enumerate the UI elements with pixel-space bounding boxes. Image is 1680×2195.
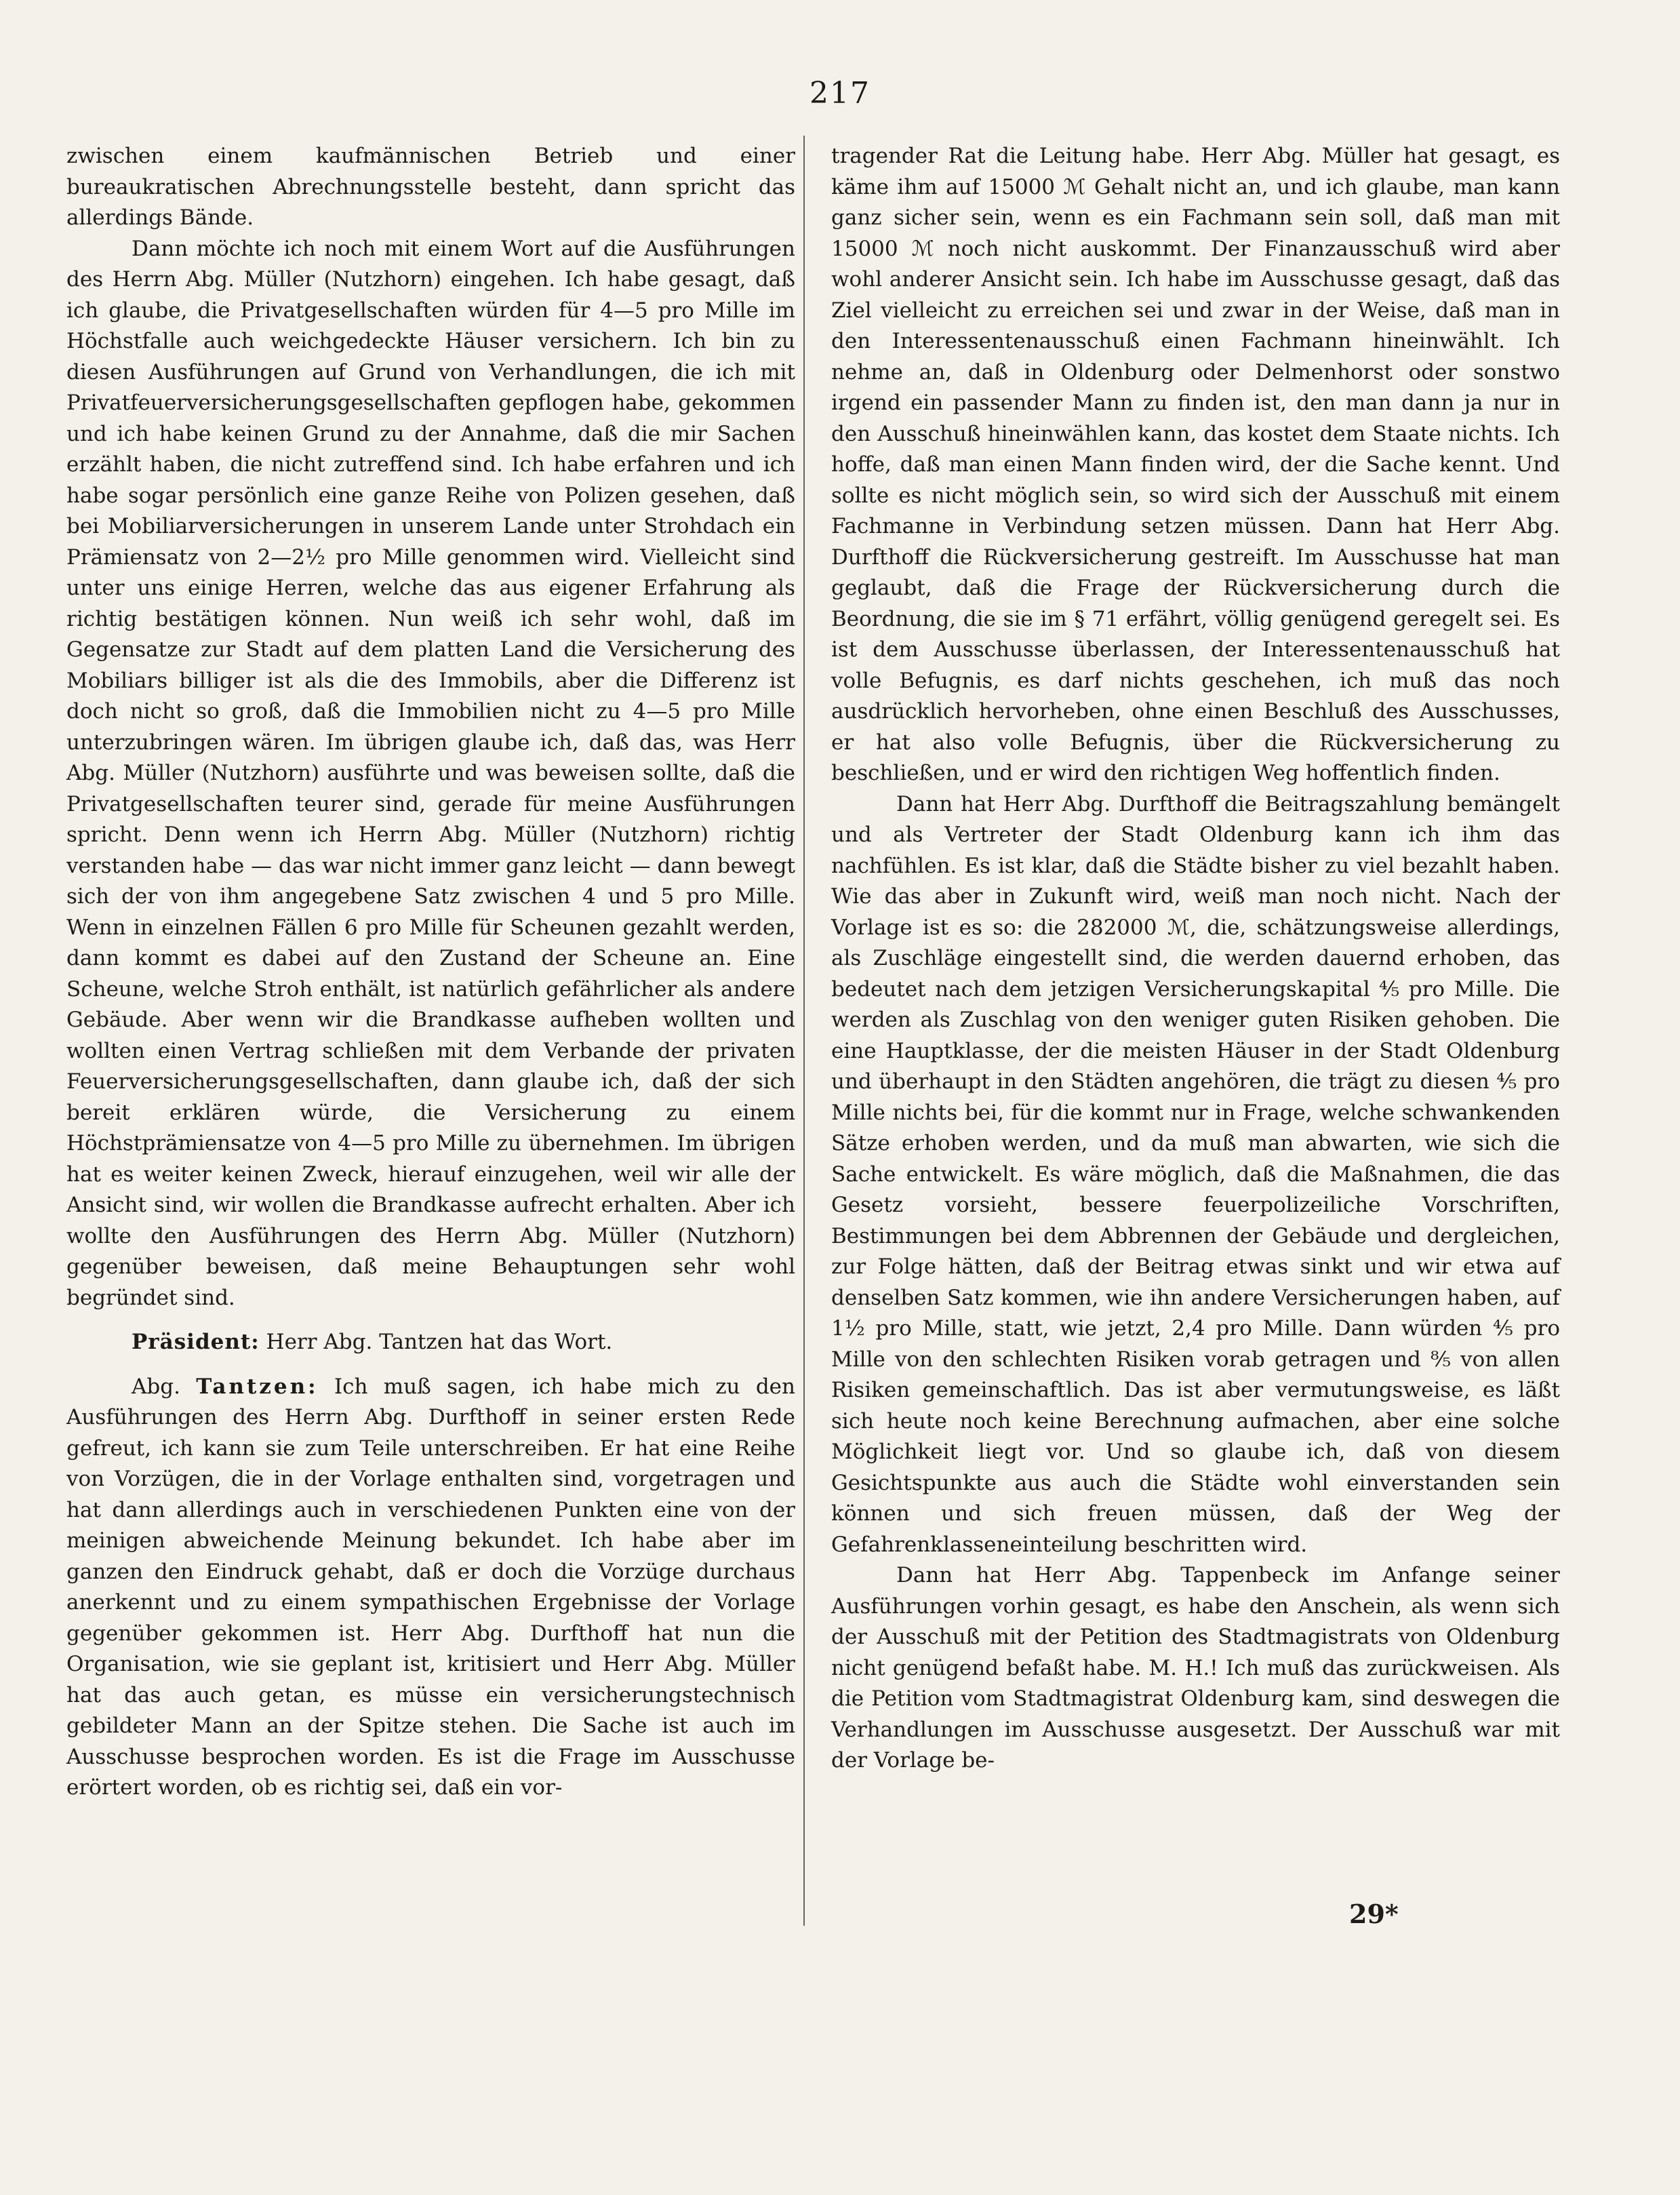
page-number: 217 [809,76,871,111]
paragraph: zwischen einem kaufmännischen Betrieb und einer bureaukratischen Abrechnungsstelle besteht, dann spricht das allerdings Bände. [66,144,795,230]
speaker-label: Tantzen: [196,1374,319,1399]
paragraph: Dann hat Herr Abg. Tappenbeck im Anfange seiner Ausführungen vorhin gesagt, es habe den Anschein, als wenn sich der Ausschuß mit der Petition des Stadtmagistrats von Oldenburg nicht genügend befaßt habe. M. H.! Ich muß das zurückweisen. Als die Petition vom Stadtmagistrat Oldenburg kam, sind deswegen die Verhandlungen im Ausschusse ausgesetzt. Der Ausschuß war mit der Vorlage be- [831,1563,1560,1773]
signature-mark: 29* [1349,1899,1399,1929]
paragraph: tragender Rat die Leitung habe. Herr Abg. Müller hat gesagt, es käme ihm auf 15000 ℳ Gehalt nicht an, und ich glaube, man kann ganz sicher sein, wenn es ein Fachmann sein soll, daß man mit 15000 ℳ noch nicht auskommt. Der Finanzausschuß wird aber wohl anderer Ansicht sein. Ich habe im Ausschusse gesagt, daß das Ziel vielleicht zu erreichen sei und zwar in der Weise, daß man in den Interessentenausschuß einen Fachmann hineinwählt. Ich nehme an, daß in Oldenburg oder Delmenhorst oder sonstwo irgend ein passender Mann zu finden ist, den man dann ja nur in den Ausschuß hineinwählen kann, das kostet dem Staate nichts. Ich hoffe, daß man einen Mann finden wird, der die Sache kennt. Und sollte es nicht möglich sein, so wird sich der Ausschuß mit einem Fachmanne in Verbindung setzen müssen. Dann hat Herr Abg. Durfthoff die Rückversicherung gestreift. Im Ausschusse hat man geglaubt, daß die Frage der Rückversicherung durch die Beordnung, die sie im § 71 erfährt, völlig genügend geregelt sei. Es ist dem Ausschusse überlassen, der Interessentenausschuß hat volle Befugnis, es darf nichts geschehen, ich muß das noch ausdrücklich hervorheben, ohne einen Beschluß des Ausschusses, er hat also volle Befugnis, über die Rückversicherung zu beschließen, und er wird den richtigen Weg hoffentlich finden. [831,144,1560,785]
speaker-text: Herr Abg. Tantzen hat das Wort. [266,1330,613,1354]
president-remark [66,1327,795,1358]
right-column [831,141,1560,1777]
speaker-paragraph [66,1372,795,1804]
speaker-prefix: Abg. [132,1374,180,1399]
paragraph: Dann hat Herr Abg. Durfthoff die Beitragszahlung bemängelt und als Vertreter der Stadt Oldenburg kann ich ihm das nachfühlen. Es ist klar, daß die Städte bisher zu viel bezahlt haben. Wie das aber in Zukunft wird, weiß man noch nicht. Nach der Vorlage ist es so: die 282000 ℳ, die, schätzungsweise allerdings, als Zuschläge eingestellt sind, die werden dauernd erhoben, das bedeutet nach dem jetzigen Versicherungskapital ⁴⁄₅ pro Mille. Die werden als Zuschlag von den weniger guten Risiken gehoben. Die eine Hauptklasse, der die meisten Häuser in der Stadt Oldenburg und überhaupt in den Städten angehören, die trägt zu diesen ⁴⁄₅ pro Mille nichts bei, für die kommt nur in Frage, welche schwankenden Sätze erhoben werden, und da muß man abwarten, wie sich die Sache entwickelt. Es wäre möglich, daß die Maßnahmen, die das Gesetz vorsieht, bessere feuerpolizeiliche Vorschriften, Bestimmungen bei dem Abbrennen der Gebäude und dergleichen, zur Folge hätten, daß der Beitrag etwas sinkt und wir etwa auf denselben Satz kommen, wie ihn andere Versicherungen haben, auf 1½ pro Mille, statt, wie jetzt, 2,4 pro Mille. Dann würden ⁴⁄₅ pro Mille von den schlechten Risiken vorab getragen und ⁸⁄₅ von allen Risiken gemeinschaftlich. Das ist aber vermutungsweise, es läßt sich heute noch keine Berechnung aufmachen, aber eine solche Möglichkeit liegt vor. Und so glaube ich, daß von diesem Gesichtspunkte aus auch die Städte wohl einverstanden sein können und sich freuen müssen, daß der Weg der Gefahrenklasseneinteilung beschritten wird. [831,791,1560,1557]
speaker-label: Präsident: [132,1330,260,1354]
paragraph: Dann möchte ich noch mit einem Wort auf die Ausführungen des Herrn Abg. Müller (Nutzhorn) eingehen. Ich habe gesagt, daß ich glaube, die Privatgesellschaften würden für 4—5 pro Mille im Höchstfalle auch weichgedeckte Häuser versichern. Ich bin zu diesen Ausführungen auf Grund von Verhandlungen, die ich mit Privatfeuerversicherungsgesellschaften gepflogen habe, gekommen und ich habe keinen Grund zu der Annahme, daß die mir Sachen erzählt haben, die nicht zutreffend sind. Ich habe erfahren und ich habe sogar persönlich eine ganze Reihe von Polizen gesehen, daß bei Mobiliarversicherungen in unserem Lande unter Strohdach ein Prämiensatz von 2—2½ pro Mille genommen wird. Vielleicht sind unter uns einige Herren, welche das aus eigener Erfahrung als richtig bestätigen können. Nun weiß ich sehr wohl, daß im Gegensatze zur Stadt auf dem platten Land die Versicherung des Mobiliars billiger ist als die des Immobils, aber die Differenz ist doch nicht so groß, daß die Immobilien nicht zu 4—5 pro Mille unterzubringen wären. Im übrigen glaube ich, daß das, was Herr Abg. Müller (Nutzhorn) ausführte und was beweisen sollte, daß die Privatgesellschaften teurer sind, gerade für meine Ausführungen spricht. Denn wenn ich Herrn Abg. Müller (Nutzhorn) richtig verstanden habe — das war nicht immer ganz leicht — dann bewegt sich der von ihm angegebene Satz zwischen 4 und 5 pro Mille. Wenn in einzelnen Fällen 6 pro Mille für Scheunen gezahlt werden, dann kommt es dabei auf den Zustand der Scheune an. Eine Scheune, welche Stroh enthält, ist natürlich gefährlicher als andere Gebäude. Aber wenn wir die Brandkasse aufheben wollten und wollten einen Vertrag schließen mit dem Verbande der privaten Feuerversicherungsgesellschaften, dann glaube ich, daß der sich bereit erklären würde, die Versicherung zu einem Höchstprämiensatze von 4—5 pro Mille zu übernehmen. Im übrigen hat es weiter keinen Zweck, hierauf einzugehen, weil wir alle der Ansicht sind, wir wollen die Brandkasse aufrecht erhalten. Aber ich wollte den Ausführungen des Herrn Abg. Müller (Nutzhorn) gegenüber beweisen, daß meine Behauptungen sehr wohl begründet sind. [66,236,795,1310]
speaker-text: Ich muß sagen, ich habe mich zu den Ausführungen des Herrn Abg. Durfthoff in seiner ersten Rede gefreut, ich kann sie zum Teile unterschreiben. Er hat eine Reihe von Vorzügen, die in der Vorlage enthalten sind, vorgetragen und hat dann allerdings auch in verschiedenen Punkten eine von der meinigen abweichende Meinung bekundet. Ich habe aber im ganzen den Eindruck gehabt, daß er doch die Vorzüge durchaus anerkennt und zu einem sympathischen Ergebnisse der Vorlage gegenüber gekommen ist. Herr Abg. Durfthoff hat nun die Organisation, wie sie geplant ist, kritisiert und Herr Abg. Müller hat das auch getan, es müsse ein versicherungstechnisch gebildeter Mann an der Spitze stehen. Die Sache ist auch im Ausschusse besprochen worden. Es ist die Frage im Ausschusse erörtert worden, ob es richtig sei, daß ein vor- [66,1374,795,1800]
column-divider [803,136,805,1926]
left-column [66,141,795,1804]
